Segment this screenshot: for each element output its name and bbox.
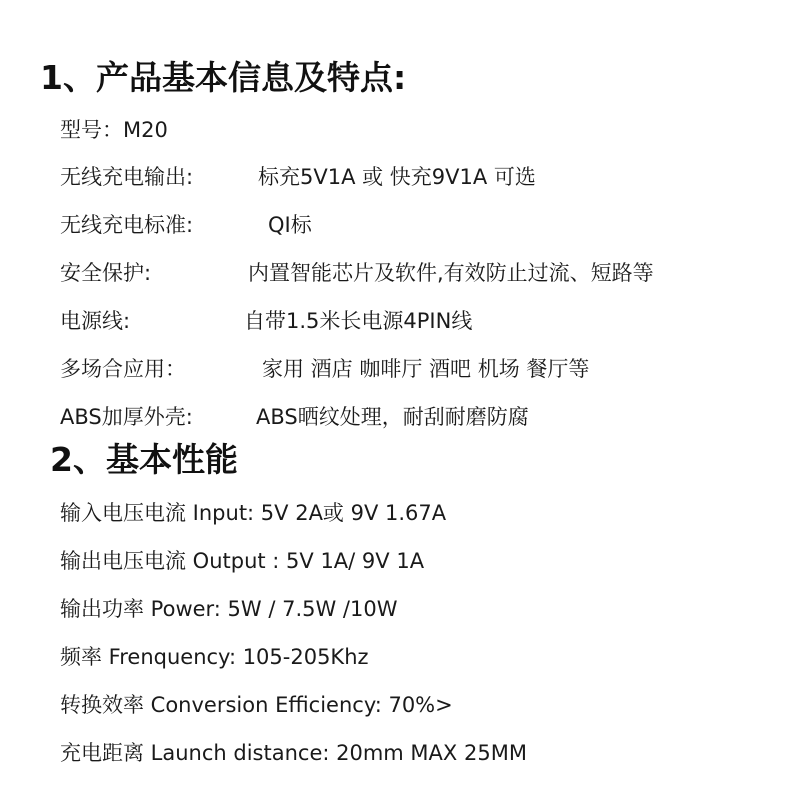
info-row-value: 标充5V1A 或 快充9V1A 可选 — [258, 165, 536, 189]
info-row-value: 内置智能芯片及软件,有效防止过流、短路等 — [248, 261, 654, 285]
info-row-label: 型号：M20 — [60, 118, 168, 142]
info-row-value: QI标 — [268, 213, 312, 237]
spec-row-output: 输出电压电流 Output : 5V 1A/ 9V 1A — [60, 549, 425, 573]
spec-row-power: 输出功率 Power: 5W / 7.5W /10W — [60, 597, 398, 621]
spec-row-distance: 充电距离 Launch distance: 20mm MAX 25MM — [60, 741, 527, 765]
info-row-label: 无线充电输出: — [60, 165, 194, 189]
spec-row-frequency: 频率 Frenquency: 105-205Khz — [60, 645, 369, 669]
spec-row-input: 输入电压电流 Input: 5V 2A或 9V 1.67A — [60, 501, 447, 525]
info-row-label: 多场合应用： — [60, 357, 186, 381]
info-row-label: 安全保护: — [60, 261, 152, 285]
info-row-value: 自带1.5米长电源4PIN线 — [244, 309, 473, 333]
section-2-heading: 2、基本性能 — [50, 440, 238, 479]
info-row-value: ABS晒纹处理，耐刮耐磨防腐 — [256, 405, 529, 429]
section-1-heading: 1、产品基本信息及特点: — [40, 58, 407, 97]
info-row-label: 电源线: — [60, 309, 131, 333]
info-row-label: 无线充电标准: — [60, 213, 194, 237]
info-row-value: 家用 酒店 咖啡厅 酒吧 机场 餐厅等 — [262, 357, 590, 381]
spec-row-efficiency: 转换效率 Conversion Efficiency: 70%> — [60, 693, 453, 717]
info-row-label: ABS加厚外壳: — [60, 405, 193, 429]
